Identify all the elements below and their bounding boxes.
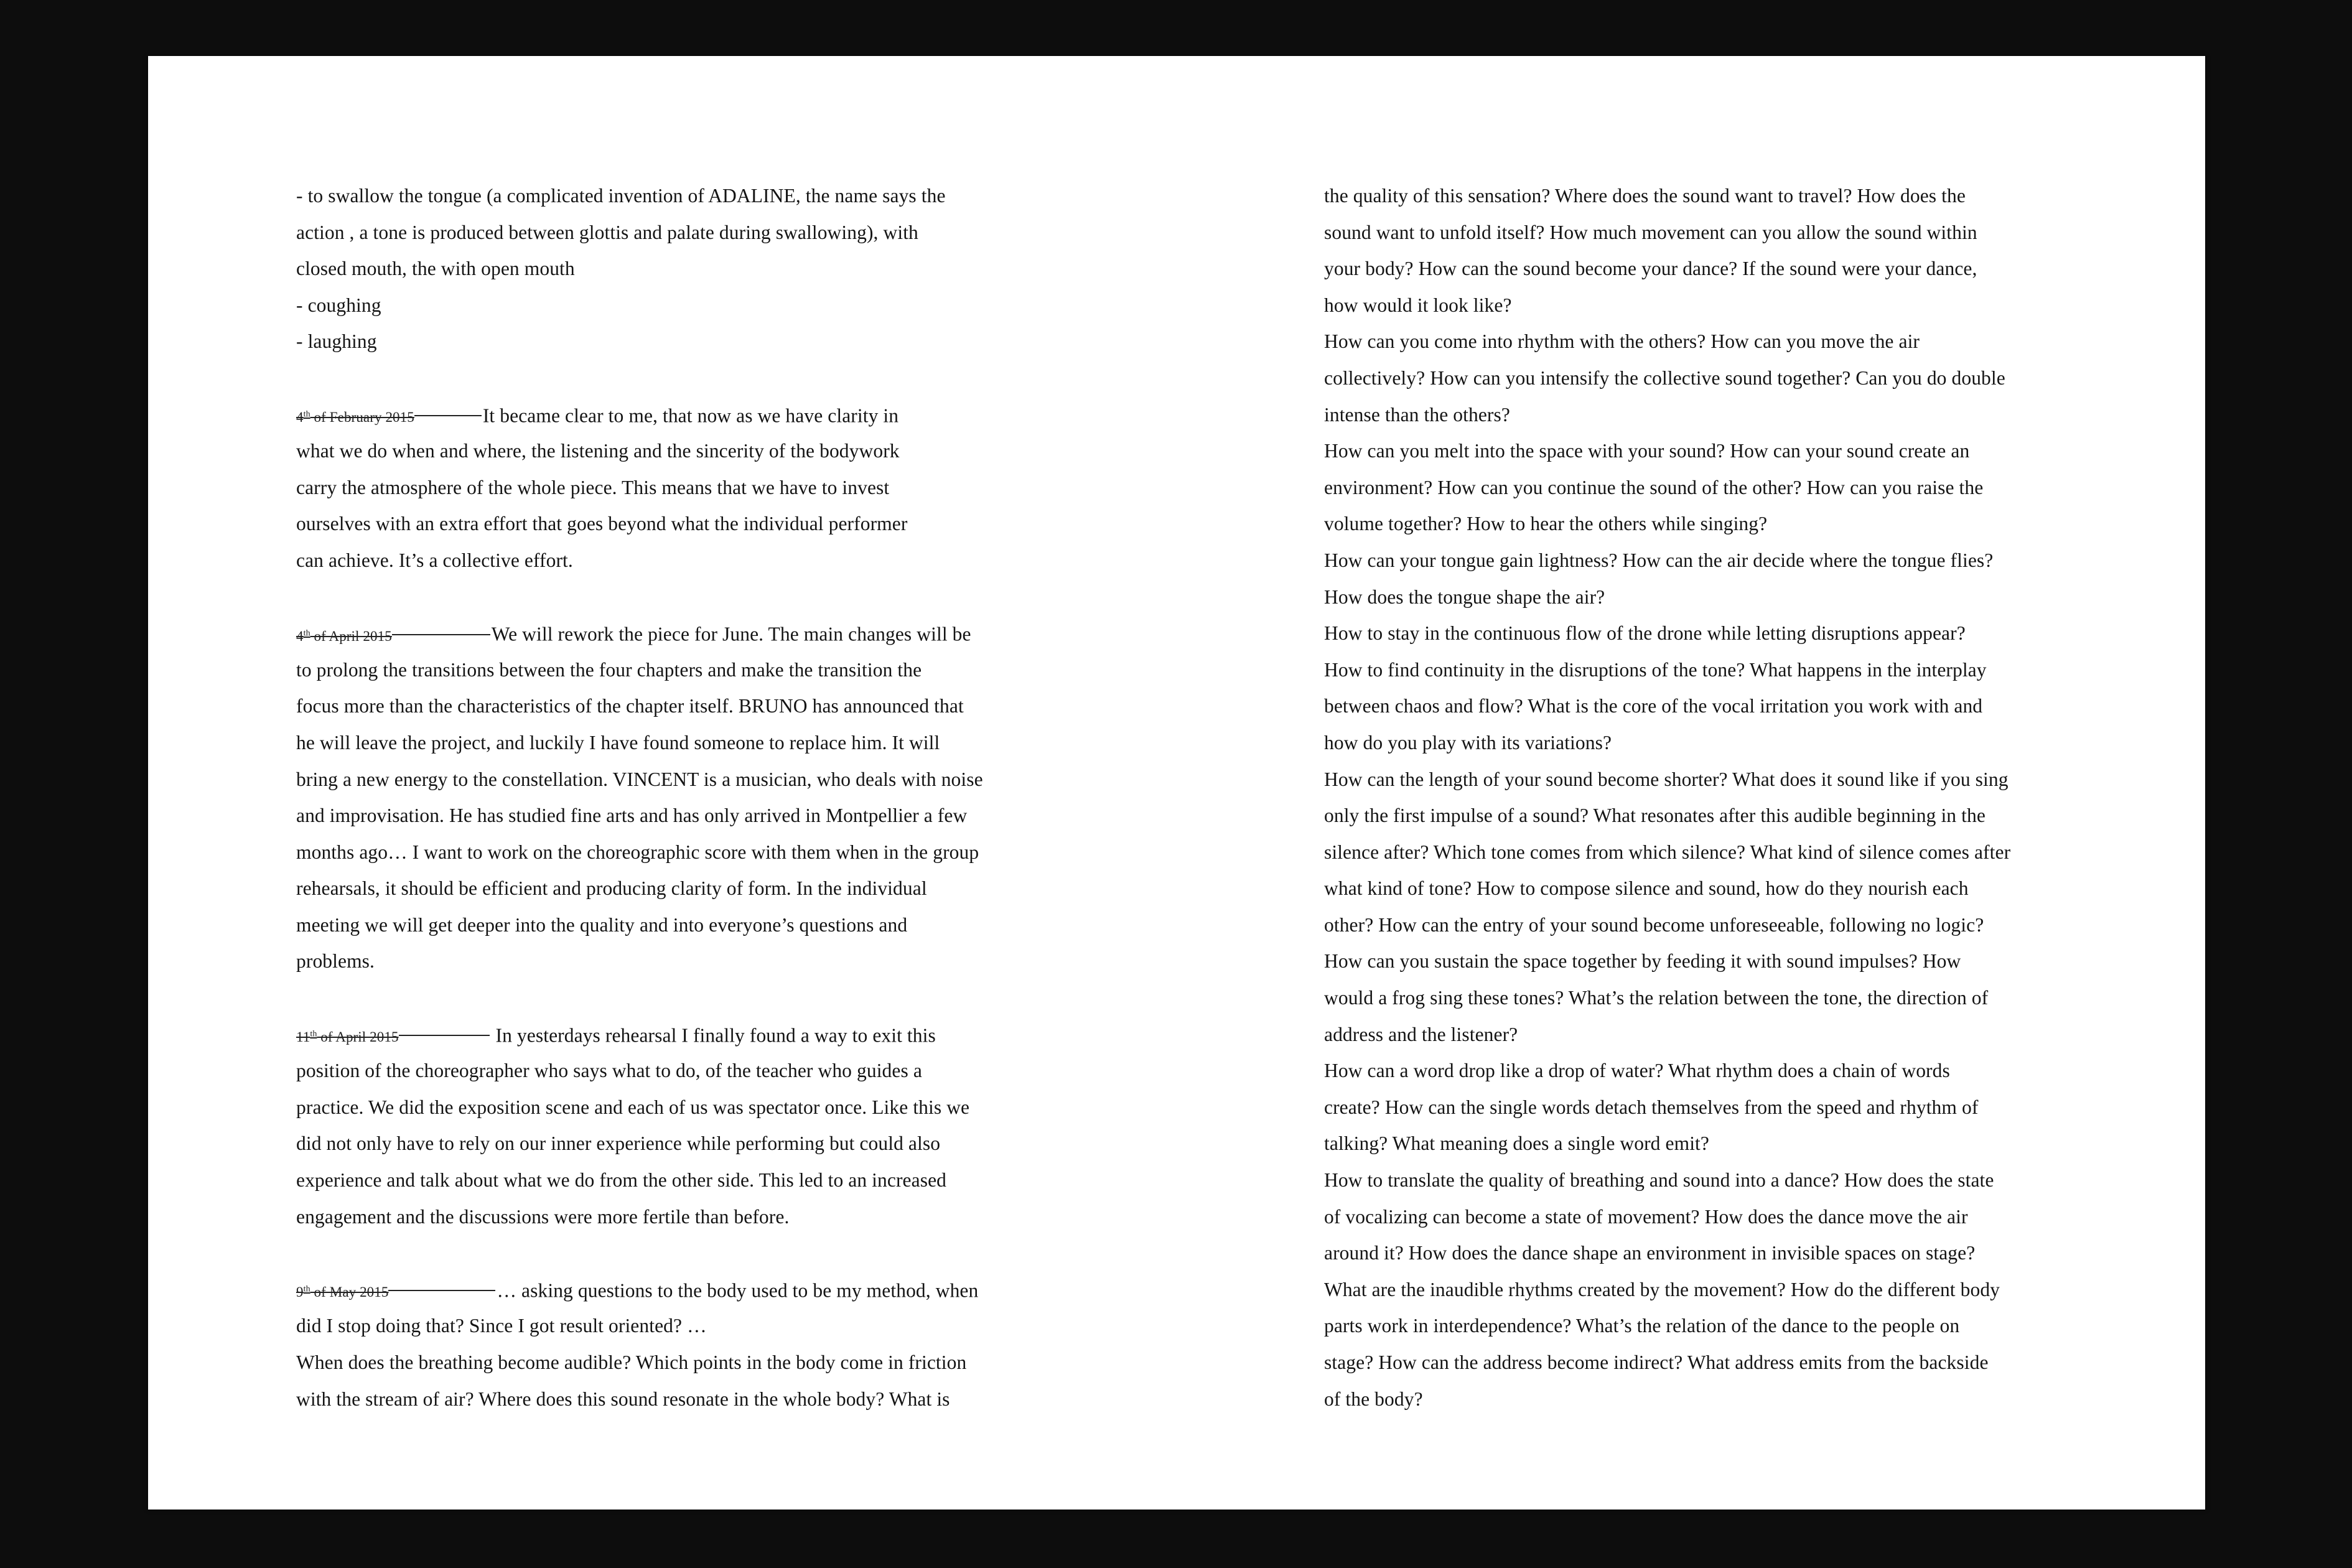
date-rule bbox=[388, 1290, 495, 1291]
text-line: closed mouth, the with open mouth bbox=[296, 258, 575, 280]
text-line: parts work in interdependence? What’s the relation of the dance to the people on bbox=[1324, 1315, 1960, 1337]
text-line: - coughing bbox=[296, 294, 381, 316]
paragraph-spacer bbox=[296, 980, 1205, 1017]
entry-first-line: … asking questions to the body used to be my method, when bbox=[497, 1279, 979, 1302]
entry-date: 9th of May 2015 bbox=[296, 1284, 389, 1300]
date-rule bbox=[392, 634, 490, 635]
date-rule bbox=[414, 415, 482, 416]
text-line: talking? What meaning does a single word emit? bbox=[1324, 1132, 1709, 1155]
text-line: did not only have to rely on our inner experience while performing but could also bbox=[296, 1132, 941, 1155]
text-line: meeting we will get deeper into the quality and into everyone’s questions and bbox=[296, 913, 908, 936]
text-line: problems. bbox=[296, 950, 375, 973]
text-line: How to translate the quality of breathing and sound into a dance? How does the state bbox=[1324, 1169, 1994, 1192]
text-line: How to stay in the continuous flow of the drone while letting disruptions appear? bbox=[1324, 622, 1966, 645]
text-line: How to find continuity in the disruptions of the tone? What happens in the interplay bbox=[1324, 658, 1987, 681]
text-line: - laughing bbox=[296, 330, 377, 353]
text-line: between chaos and flow? What is the core of the vocal irritation you work with and bbox=[1324, 695, 1983, 717]
text-line: how do you play with its variations? bbox=[1324, 731, 1612, 754]
text-line: When does the breathing become audible? Which points in the body come in friction bbox=[296, 1351, 967, 1373]
paragraph-spacer bbox=[296, 1235, 1205, 1272]
text-line: action , a tone is produced between glottis and palate during swallowing), with bbox=[296, 221, 918, 243]
text-line: experience and talk about what we do from the other side. This led to an increased bbox=[296, 1169, 947, 1192]
text-line: to prolong the transitions between the four chapters and make the transition the bbox=[296, 658, 922, 681]
text-line: would a frog sing these tones? What’s the relation between the tone, the direction of bbox=[1324, 987, 1989, 1009]
text-line: rehearsals, it should be efficient and producing clarity of form. In the individual bbox=[296, 877, 927, 900]
entry-date: 4th of February 2015 bbox=[296, 409, 414, 426]
text-line: focus more than the characteristics of the chapter itself. BRUNO has announced that bbox=[296, 695, 964, 717]
paragraph-spacer bbox=[296, 360, 1205, 397]
text-line: practice. We did the exposition scene and each of us was spectator once. Like this we bbox=[296, 1096, 970, 1118]
entry-first-line: It became clear to me, that now as we have clarity in bbox=[482, 404, 899, 427]
text-line: How does the tongue shape the air? bbox=[1324, 586, 1605, 608]
text-line: he will leave the project, and luckily I have found someone to replace him. It will bbox=[296, 731, 940, 754]
entry-date: 11th of April 2015 bbox=[296, 1029, 399, 1045]
document-spread bbox=[148, 56, 2205, 1510]
entry-first-line: In yesterdays rehearsal I finally found a way to exit this bbox=[490, 1024, 936, 1047]
text-line: How can you come into rhythm with the others? How can you move the air bbox=[1324, 330, 1920, 353]
journal-entry-heading bbox=[296, 615, 1205, 652]
text-line: of the body? bbox=[1324, 1388, 1423, 1410]
paragraph-spacer bbox=[296, 579, 1205, 616]
text-line: ourselves with an extra effort that goes beyond what the individual performer bbox=[296, 513, 908, 535]
text-line: What are the inaudible rhythms created by the movement? How do the different body bbox=[1324, 1278, 2000, 1300]
entry-first-line: We will rework the piece for June. The main changes will be bbox=[491, 623, 971, 645]
text-line: can achieve. It’s a collective effort. bbox=[296, 549, 573, 571]
text-line: months ago… I want to work on the choreographic score with them when in the group bbox=[296, 841, 979, 863]
text-line: sound want to unfold itself? How much movement can you allow the sound within bbox=[1324, 221, 1977, 243]
text-line: address and the listener? bbox=[1324, 1023, 1518, 1045]
text-line: carry the atmosphere of the whole piece. This means that we have to invest bbox=[296, 476, 890, 498]
text-line: with the stream of air? Where does this sound resonate in the whole body? What is bbox=[296, 1388, 950, 1410]
right-page bbox=[1324, 178, 2245, 1417]
text-line: engagement and the discussions were more fertile than before. bbox=[296, 1205, 790, 1228]
entry-date: 4th of April 2015 bbox=[296, 628, 392, 644]
text-line: and improvisation. He has studied fine arts and has only arrived in Montpellier a few bbox=[296, 805, 968, 827]
text-line: - to swallow the tongue (a complicated invention of ADALINE, the name says the bbox=[296, 185, 946, 207]
text-line: of vocalizing can become a state of movement? How does the dance move the air bbox=[1324, 1205, 1968, 1228]
journal-entry-heading bbox=[296, 1017, 1205, 1053]
text-line: volume together? How to hear the others while singing? bbox=[1324, 513, 1768, 535]
text-line: How can the length of your sound become shorter? What does it sound like if you sing bbox=[1324, 768, 2009, 790]
text-line: what we do when and where, the listening and the sincerity of the bodywork bbox=[296, 440, 900, 462]
text-line: did I stop doing that? Since I got result oriented? … bbox=[296, 1315, 707, 1337]
text-line: create? How can the single words detach themselves from the speed and rhythm of bbox=[1324, 1096, 1979, 1118]
text-line: environment? How can you continue the sound of the other? How can you raise the bbox=[1324, 476, 1984, 498]
left-page bbox=[296, 178, 1205, 1417]
text-line: how would it look like? bbox=[1324, 294, 1512, 316]
text-line: only the first impulse of a sound? What resonates after this audible beginning in the bbox=[1324, 805, 1986, 827]
date-rule bbox=[399, 1035, 490, 1036]
text-line: position of the choreographer who says what to do, of the teacher who guides a bbox=[296, 1060, 922, 1082]
text-line: intense than the others? bbox=[1324, 403, 1510, 426]
text-line: How can a word drop like a drop of water? What rhythm does a chain of words bbox=[1324, 1060, 1950, 1082]
text-line: your body? How can the sound become your dance? If the sound were your dance, bbox=[1324, 258, 1977, 280]
text-line: the quality of this sensation? Where does the sound want to travel? How does the bbox=[1324, 185, 1966, 207]
text-line: silence after? Which tone comes from which silence? What kind of silence comes after bbox=[1324, 841, 2011, 863]
text-line: collectively? How can you intensify the collective sound together? Can you do double bbox=[1324, 366, 2005, 389]
text-line: stage? How can the address become indirect? What address emits from the backside bbox=[1324, 1351, 1989, 1373]
text-line: How can you melt into the space with your sound? How can your sound create an bbox=[1324, 440, 1970, 462]
journal-entry-heading bbox=[296, 1272, 1205, 1309]
text-line: bring a new energy to the constellation. VINCENT is a musician, who deals with noise bbox=[296, 768, 983, 790]
journal-entry-heading bbox=[296, 397, 1205, 434]
text-line: other? How can the entry of your sound become unforeseeable, following no logic? bbox=[1324, 913, 1984, 936]
text-line: what kind of tone? How to compose silence and sound, how do they nourish each bbox=[1324, 877, 1969, 900]
text-line: around it? How does the dance shape an environment in invisible spaces on stage? bbox=[1324, 1242, 1976, 1264]
text-line: How can you sustain the space together by feeding it with sound impulses? How bbox=[1324, 950, 1961, 973]
text-line: How can your tongue gain lightness? How can the air decide where the tongue flies? bbox=[1324, 549, 1994, 571]
